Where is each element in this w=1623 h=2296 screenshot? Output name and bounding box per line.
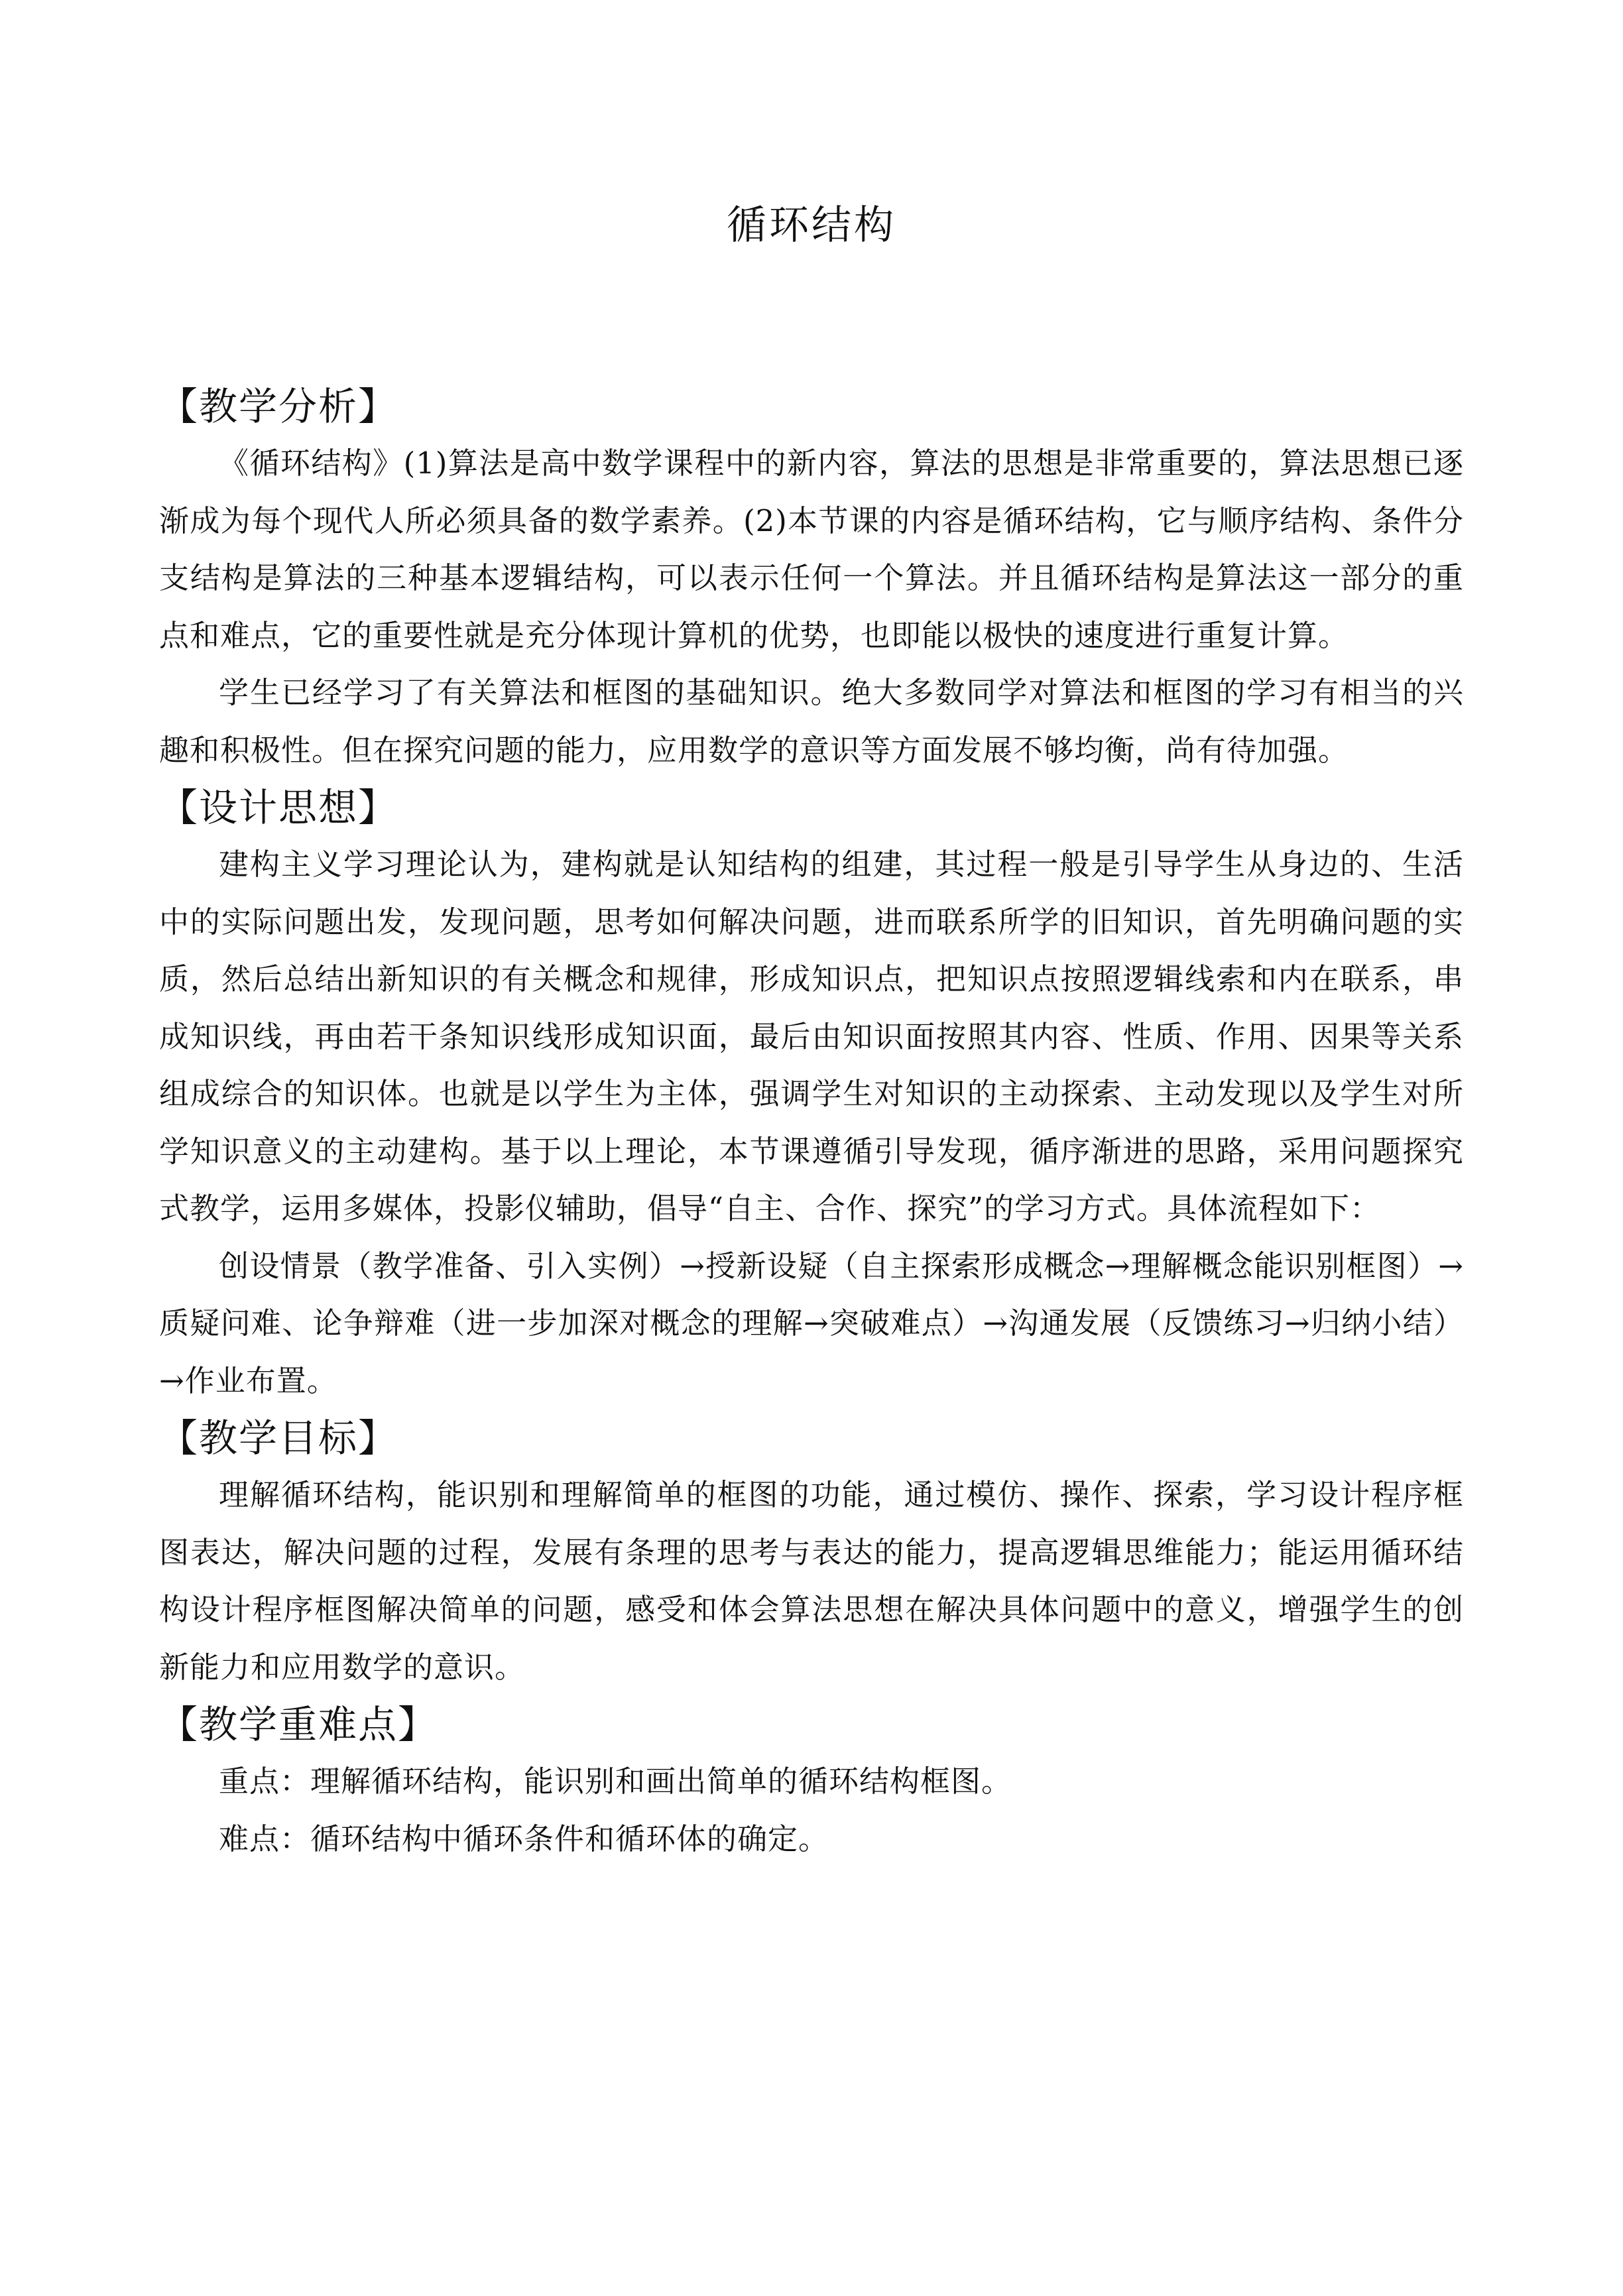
- paragraph: 建构主义学习理论认为，建构就是认知结构的组建，其过程一般是引导学生从身边的、生活中的实际问题出发，发现问题，思考如何解决问题，进而联系所学的旧知识，首先明确问题的实质，然后总结出新知识的有关概念和规律，形成知识点，把知识点按照逻辑线索和内在联系，串成知识线，再由若干条知识线形成知识面，最后由知识面按照其内容、性质、作用、因果等关系组成综合的知识体。也就是以学生为主体，强调学生对知识的主动探索、主动发现以及学生对所学知识意义的主动建构。基于以上理论，本节课遵循引导发现，循序渐进的思路，采用问题探究式教学，运用多媒体，投影仪辅助，倡导“自主、合作、探究”的学习方式。具体流程如下：: [159, 847, 1464, 1226]
- paragraph: 难点：循环结构中循环条件和循环体的确定。: [219, 1821, 829, 1856]
- section-heading: 【教学目标】: [159, 1416, 398, 1461]
- paragraph: 理解循环结构，能识别和理解简单的框图的功能，通过模仿、操作、探索，学习设计程序框图表达，解决问题的过程，发展有条理的思考与表达的能力，提高逻辑思维能力；能运用循环结构设计程序框图解决简单的问题，感受和体会算法思想在解决具体问题中的意义，增强学生的创新能力和应用数学的意识。: [159, 1477, 1464, 1685]
- paragraph: 创设情景（教学准备、引入实例）→授新设疑（自主探索形成概念→理解概念能识别框图）→质疑问难、论争辩难（进一步加深对概念的理解→突破难点）→沟通发展（反馈练习→归纳小结）→作业布置。: [159, 1248, 1464, 1398]
- section-heading: 【教学分析】: [159, 384, 398, 429]
- section-key-difficult-points: [159, 1696, 1464, 1868]
- section-teaching-goals: [159, 1410, 1464, 1696]
- paragraph: 学生已经学习了有关算法和框图的基础知识。绝大多数同学对算法和框图的学习有相当的兴趣和积极性。但在探究问题的能力，应用数学的意识等方面发展不够均衡，尚有待加强。: [159, 675, 1464, 768]
- document-body: [159, 378, 1464, 1868]
- section-design-idea: [159, 779, 1464, 1410]
- section-heading: 【教学重难点】: [159, 1702, 438, 1747]
- document-title: 循环结构: [727, 202, 896, 249]
- section-heading: 【设计思想】: [159, 785, 398, 830]
- paragraph: 重点：理解循环结构，能识别和画出简单的循环结构框图。: [219, 1764, 1012, 1799]
- paragraph: 《循环结构》(1)算法是高中数学课程中的新内容，算法的思想是非常重要的，算法思想已逐渐成为每个现代人所必须具备的数学素养。(2)本节课的内容是循环结构，它与顺序结构、条件分支结构是算法的三种基本逻辑结构，可以表示任何一个算法。并且循环结构是算法这一部分的重点和难点，它的重要性就是充分体现计算机的优势，也即能以极快的速度进行重复计算。: [159, 446, 1464, 653]
- section-teaching-analysis: [159, 378, 1464, 779]
